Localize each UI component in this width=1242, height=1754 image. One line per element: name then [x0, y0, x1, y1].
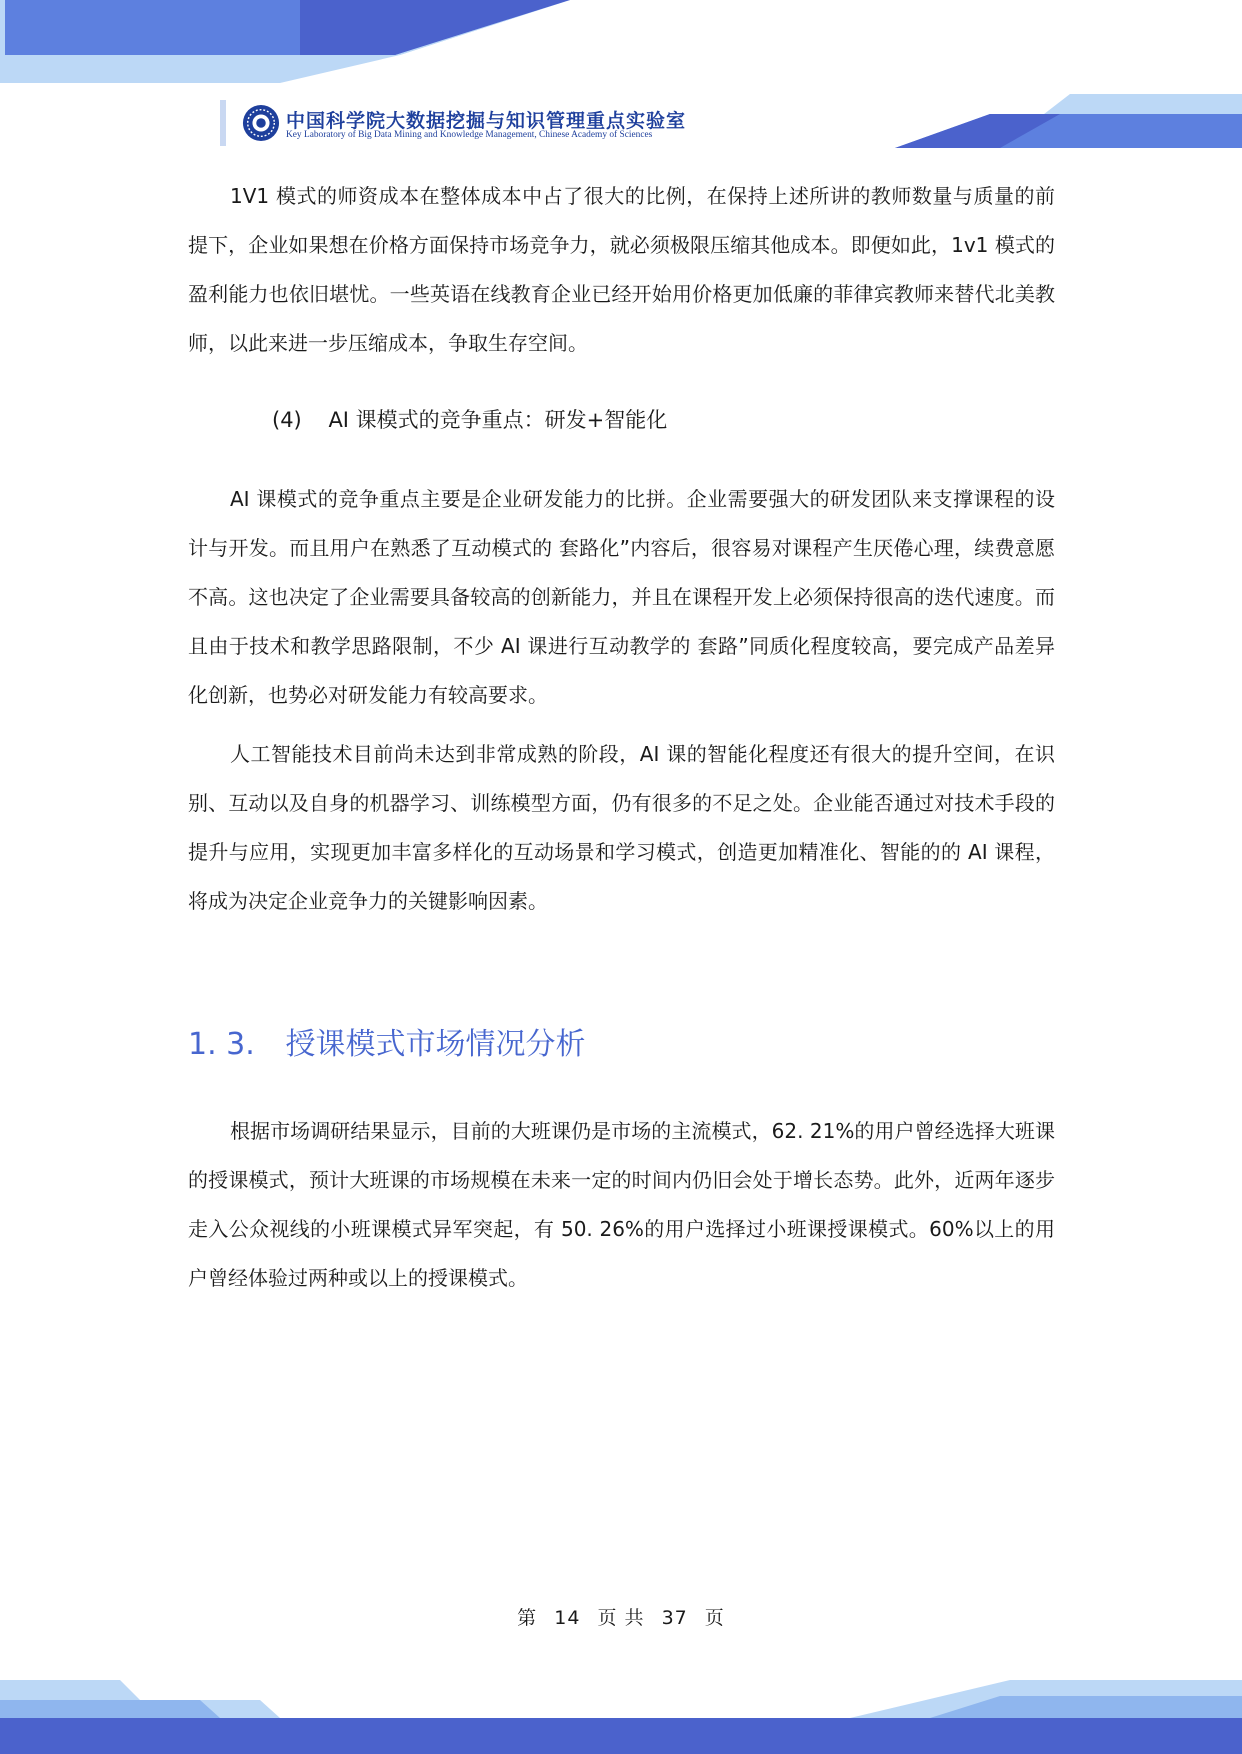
- header-accent-bar: [220, 100, 226, 146]
- subsection-title: AI 课模式的竞争重点：研发+智能化: [328, 408, 668, 432]
- cas-seal-icon: [242, 104, 280, 142]
- page-number-middle: 页 共: [597, 1607, 645, 1629]
- paragraph-3: 人工智能技术目前尚未达到非常成熟的阶段，AI 课的智能化程度还有很大的提升空间，在识别、互动以及自身的机器学习、训练模型方面，仍有很多的不足之处。企业能否通过对技术手段的提升与应用，实现更加丰富多样化的互动场景和学习模式，创造更加精准化、智能的的 AI 课程，将成为决定企业竞争力的关键影响因素。: [188, 742, 1055, 913]
- bottom-decorative-banner: [0, 1670, 1242, 1754]
- subsection-heading: [272, 400, 667, 440]
- total-pages: 37: [661, 1607, 688, 1629]
- paragraph-1: 1V1 模式的师资成本在整体成本中占了很大的比例，在保持上述所讲的教师数量与质量的前提下，企业如果想在价格方面保持市场竞争力，就必须极限压缩其他成本。即便如此，1v1 模式的盈利能力也依旧堪忧。一些英语在线教育企业已经开始用价格更加低廉的菲律宾教师来替代北美教师，以此来进一步压缩成本，争取生存空间。: [188, 184, 1055, 355]
- paragraph-2: AI 课模式的竞争重点主要是企业研发能力的比拼。企业需要强大的研发团队来支撑课程的设计与开发。而且用户在熟悉了互动模式的 套路化”内容后，很容易对课程产生厌倦心理，续费意愿不高。这也决定了企业需要具备较高的创新能力，并且在课程开发上必须保持很高的迭代速度。而且由于技术和教学思路限制，不少 AI 课进行互动教学的 套路”同质化程度较高，要完成产品差异化创新，也势必对研发能力有较高要求。: [188, 487, 1055, 707]
- page-number-suffix: 页: [704, 1607, 725, 1629]
- lab-name-en: Key Laboratory of Big Data Mining and Knowledge Management, Chinese Academy of Sciences: [286, 130, 653, 140]
- paragraph-4: 根据市场调研结果显示，目前的大班课仍是市场的主流模式，62. 21%的用户曾经选择大班课的授课模式，预计大班课的市场规模在未来一定的时间内仍旧会处于增长态势。此外，近两年逐步走入公众视线的小班课模式异军突起，有 50. 26%的用户选择过小班课授课模式。60%以上的用户曾经体验过两种或以上的授课模式。: [188, 1119, 1055, 1290]
- current-page: 14: [554, 1607, 581, 1629]
- page-number-prefix: 第: [517, 1607, 538, 1629]
- subsection-number: (4): [272, 408, 302, 432]
- lab-name-cn: 中国科学院大数据挖掘与知识管理重点实验室: [286, 110, 687, 132]
- page-number: [0, 1603, 1242, 1630]
- section-title: 授课模式市场情况分析: [285, 1027, 586, 1062]
- section-number: 1. 3.: [188, 1027, 255, 1062]
- section-heading: [188, 1020, 586, 1070]
